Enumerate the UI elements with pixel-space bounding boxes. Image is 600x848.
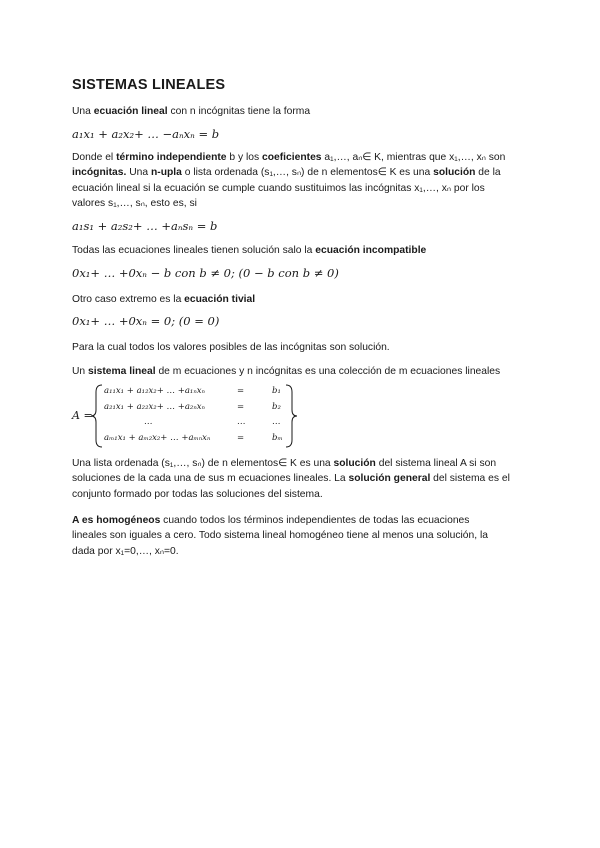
equation-solution: a₁s₁ + a₂s₂+ … +aₙsₙ = b [72,219,218,233]
paragraph-incompatible: Todas las ecuaciones lineales tienen solución salo la ecuación incompatible [72,245,427,256]
paragraph-trivial: Otro caso extremo es la ecuación tivial [72,294,256,305]
page-title: SISTEMAS LINEALES [72,77,226,93]
paragraph-terms: Donde el término independiente b y los coeficientes a₁,…, aₙ∈ K, mientras que x₁,…, xₙ son incógnitas. Una n-upla o lista ordenada (s₁,…, sₙ) de n elementos∈ K es una solución de la ecuación lineal si la ecuación se cumple cuando sustituimos las incógnitas x₁,…, xₙ por los valores s₁,…, sₙ, esto es, si [72,152,506,210]
equation-trivial: 0x₁+ … +0xₙ = 0; (0 = 0) [72,314,220,328]
equation-linear-form: a₁x₁ + a₂x₂+ … −aₙxₙ = b [72,127,220,141]
system-lhs: A = [72,409,93,422]
system-row: aₘ₁x₁ + aₘ₂x₂+ … +aₘₙxₙ = bₘ [104,433,283,443]
paragraph-definition: Una ecuación lineal con n incógnitas tiene la forma [72,106,311,117]
equation-incompatible: 0x₁+ … +0xₙ − b con b ≠ 0; (0 − b con b ≠ 0) [72,266,339,280]
paragraph-all-solutions: Para la cual todos los valores posibles de las incógnitas son solución. [72,342,390,353]
system-row: a₂₁x₁ + a₂₂x₂+ … +a₂ₙxₙ = b₂ [104,402,281,412]
system-row: a₁₁x₁ + a₁₂x₂+ … +a₁ₙxₙ = b₁ [104,386,281,396]
linear-system [72,383,312,449]
paragraph-system-solution: Una lista ordenada (s₁,…, sₙ) de n elementos∈ K es una solución del sistema lineal A si son soluciones de la cada una de sus m ecuaciones lineales. La solución general del sistema es el conjunto formado por todas las soluciones del sistema. [72,458,510,500]
paragraph-homogeneous: A es homogéneos cuando todos los términos independientes de todas las ecuaciones lineales son iguales a cero. Todo sistema lineal homogéneo tiene al menos una solución, la dada por x₁=0,…, xₙ=0. [72,515,488,557]
system-row: … … … [144,417,281,427]
paragraph-system-definition: Un sistema lineal de m ecuaciones y n incógnitas es una colección de m ecuaciones lineales [72,366,501,377]
